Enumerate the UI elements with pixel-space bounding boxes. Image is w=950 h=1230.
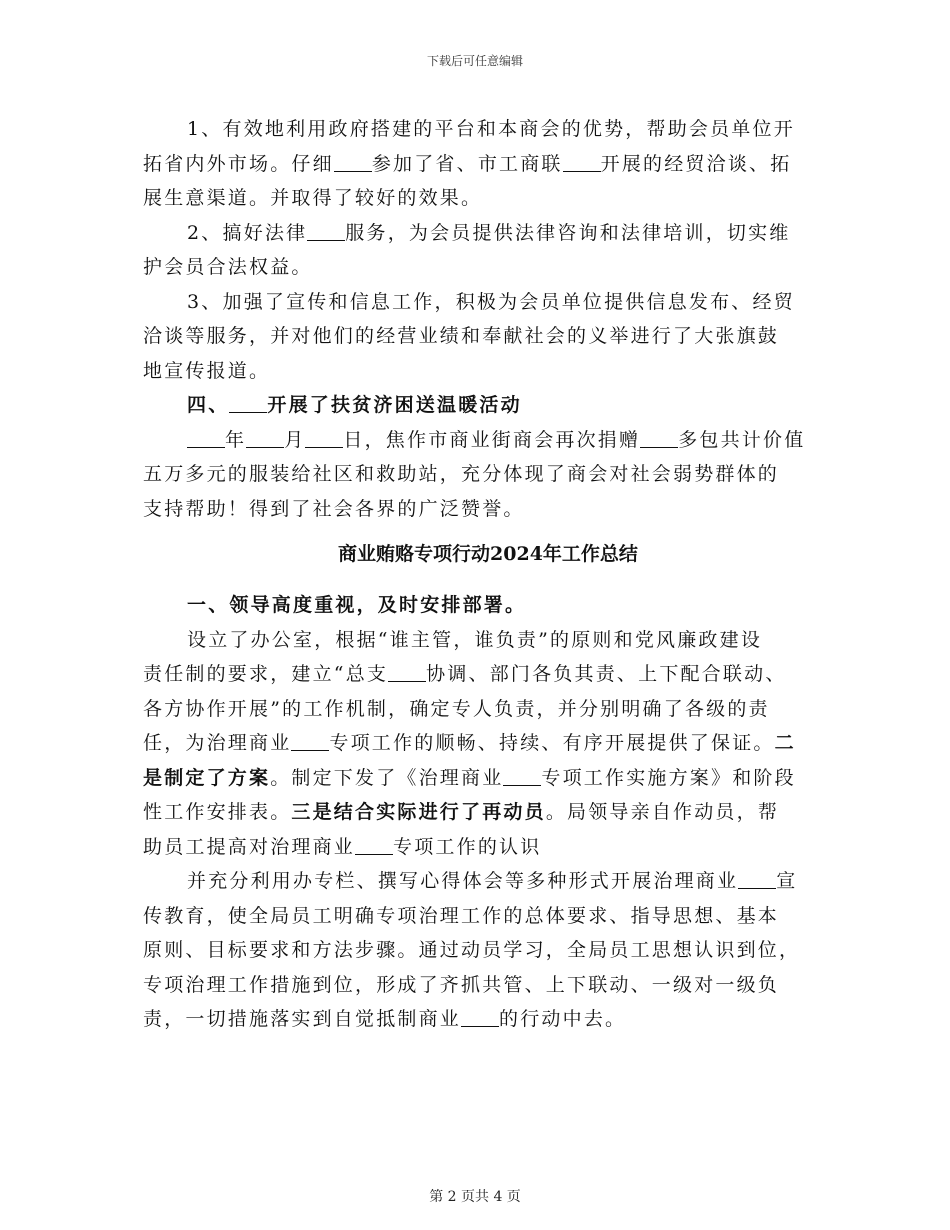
paragraph-line: 五万多元的服装给社区和救助站，充分体现了商会对社会弱势群体的 [143,463,780,485]
text-run: 服务，为会员提供法律咨询和法律培训，切实维 [345,221,791,244]
blank-underline [307,222,345,241]
blank-underline [563,153,601,172]
paragraph-line: 传教育，使全局员工明确专项治理工作的总体要求、指导思想、基本 [143,904,780,927]
text-run: 宣 [776,870,798,892]
paragraph-line [143,726,833,761]
text-run: 月 [284,428,306,451]
page-header: 下载后可任意编辑 [426,54,523,68]
text-run: 协调、部门各负其责、上下配合联动、 [426,663,787,685]
paragraph-line: 地宣传报道。 [143,359,271,382]
paragraph-line: 护会员合法权益。 [143,256,313,278]
paragraph-line: 支持帮助！得到了社会各界的广泛赞誉。 [143,497,525,520]
bold-run: 二 [774,732,796,754]
blank-underline [334,153,372,172]
paragraph-line [143,216,833,251]
text-run: 开展了扶贫济困送温暖活动 [267,394,522,416]
text-run: 参加了省、市工商联 [371,152,563,175]
text-run: 任，为治理商业 [143,732,292,754]
document-title: 商业贿赂专项行动2024年工作总结 [338,543,638,565]
text-run: 专项工作的认识 [393,835,542,858]
blank-underline [738,870,776,889]
blank-underline [229,394,267,413]
page-footer: 第 2 页共 4 页 [429,1189,521,1205]
blank-underline [503,767,541,786]
blank-underline [461,1008,499,1027]
paragraph-line [143,657,833,692]
bold-run: 是制定了方案 [143,766,271,789]
paragraph-line [143,830,833,865]
text-run: 责任制的要求，建立“总支 [143,663,389,685]
text-run: 责，一切措施落实到自觉抵制商业 [143,1008,462,1030]
blank-underline [305,429,343,448]
text-run: 多包共计价值 [678,428,806,451]
text-run: 助员工提高对治理商业 [143,835,356,858]
blank-underline [388,663,426,682]
paragraph-line [143,147,833,182]
text-run: 专项工作的顺畅、持续、有序开展提供了保证。 [329,732,775,754]
blank-underline [640,429,678,448]
paragraph-line [143,795,833,830]
text-run: 性工作安排表。 [143,801,292,823]
document-body [143,112,833,1037]
section-heading: 一、领导高度重视，及时安排部署。 [187,594,527,616]
blank-underline [246,429,284,448]
text-run: 2、搞好法律 [187,221,308,244]
paragraph-line [143,1002,833,1037]
text-run: 的行动中去。 [499,1008,627,1030]
blank-underline [187,429,225,448]
text-run: 开展的经贸洽谈、拓 [600,152,792,175]
text-run: 四、 [187,394,230,416]
text-run: 。制定下发了《治理商业 [270,766,504,789]
paragraph-line: 各方协作开展”的工作机制，确定专人负责，并分别明确了各级的责 [143,697,770,720]
text-run: 专项工作实施方案》和阶段 [541,766,796,789]
text-run: 并充分利用办专栏、撰写心得体会等多种形式开展治理商业 [187,870,739,892]
section-heading [143,388,833,423]
paragraph-line [143,761,833,796]
text-run: 。局领导亲自作动员，帮 [545,801,780,823]
paragraph-line: 专项治理工作措施到位，形成了齐抓共管、上下联动、一级对一级负 [143,973,780,996]
text-run: 拓省内外市场。仔细 [143,152,334,175]
text-run: 年 [225,428,247,451]
text-run: 日，焦作市商业街商会再次捐赠 [343,428,641,451]
blank-underline [291,732,329,751]
blank-underline [355,836,393,855]
paragraph-line: 洽谈等服务，并对他们的经营业绩和奉献社会的义举进行了大张旗鼓 [143,325,780,347]
paragraph-line: 设立了办公室，根据“谁主管，谁负责”的原则和党风廉政建设 [187,628,763,651]
paragraph-line [143,864,833,899]
bold-run: 三是结合实际进行了再动员 [291,801,546,823]
paragraph-line: 原则、目标要求和方法步骤。通过动员学习，全局员工思想认识到位， [143,939,801,961]
paragraph-line: 3、加强了宣传和信息工作，积极为会员单位提供信息发布、经贸 [187,290,795,313]
paragraph-line: 展生意渠道。并取得了较好的效果。 [143,187,483,209]
paragraph-line: 1、有效地利用政府搭建的平台和本商会的优势，帮助会员单位开 [187,118,795,140]
paragraph-line [143,423,833,458]
